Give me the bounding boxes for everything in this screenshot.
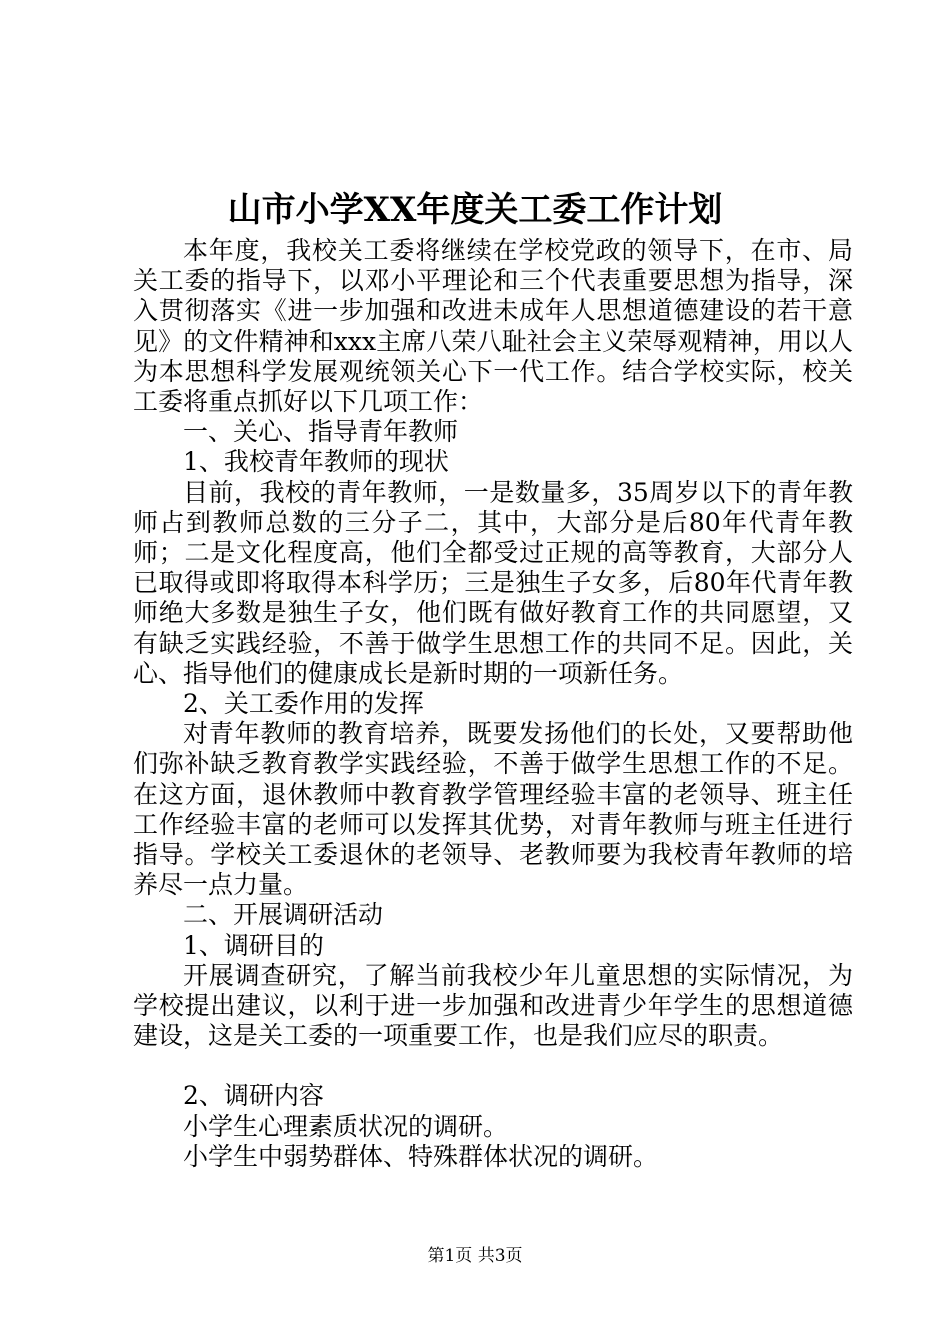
paragraph-role: 对青年教师的教育培养，既要发扬他们的长处，又要帮助他们弥补缺乏教育教学实践经验，不善于做学生思想工作的不足。在这方面，退休教师中教育教学管理经验丰富的老领导、班主任工作经验丰富的老师可以发挥其优势，对青年教师与班主任进行指导。学校关工委退休的老领导、老教师要为我校青年教师的培养尽一点力量。: [133, 719, 853, 900]
paragraph-research-purpose: 开展调查研究，了解当前我校少年儿童思想的实际情况，为学校提出建议，以利于进一步加强和改进青少年学生的思想道德建设，这是关工委的一项重要工作，也是我们应尽的职责。: [133, 960, 853, 1051]
document-body: [133, 236, 853, 1172]
subsection-heading-2-1: 1、调研目的: [183, 930, 324, 960]
subsection-heading-1-2: 2、关工委作用的发挥: [183, 689, 424, 719]
subsection-heading-2-2: 2、调研内容: [183, 1081, 324, 1111]
document-title: 山市小学XX年度关工委工作计划: [227, 190, 723, 230]
list-item: 小学生中弱势群体、特殊群体状况的调研。: [183, 1141, 659, 1171]
intro-paragraph: 本年度，我校关工委将继续在学校党政的领导下，在市、局关工委的指导下，以邓小平理论和三个代表重要思想为指导，深入贯彻落实《进一步加强和改进未成年人思想道德建设的若干意见》的文件精神和xxx主席八荣八耻社会主义荣辱观精神，用以人为本思想科学发展观统领关心下一代工作。结合学校实际，校关工委将重点抓好以下几项工作：: [133, 236, 853, 417]
paragraph-gap: [133, 1051, 853, 1081]
list-item: 小学生心理素质状况的调研。: [183, 1111, 509, 1141]
subsection-heading-1-1: 1、我校青年教师的现状: [183, 447, 449, 477]
paragraph-current-status: 目前，我校的青年教师，一是数量多，35周岁以下的青年教师占到教师总数的三分子二，其中，大部分是后80年代青年教师；二是文化程度高，他们全都受过正规的高等教育，大部分人已取得或即将取得本科学历；三是独生子女多，后80年代青年教师绝大多数是独生子女，他们既有做好教育工作的共同愿望，又有缺乏实践经验，不善于做学生思想工作的共同不足。因此，关心、指导他们的健康成长是新时期的一项新任务。: [133, 477, 853, 688]
page-footer: 第1页 共3页: [427, 1246, 523, 1266]
section-heading-1: 一、关心、指导青年教师: [183, 417, 459, 447]
section-heading-2: 二、开展调研活动: [183, 900, 384, 930]
